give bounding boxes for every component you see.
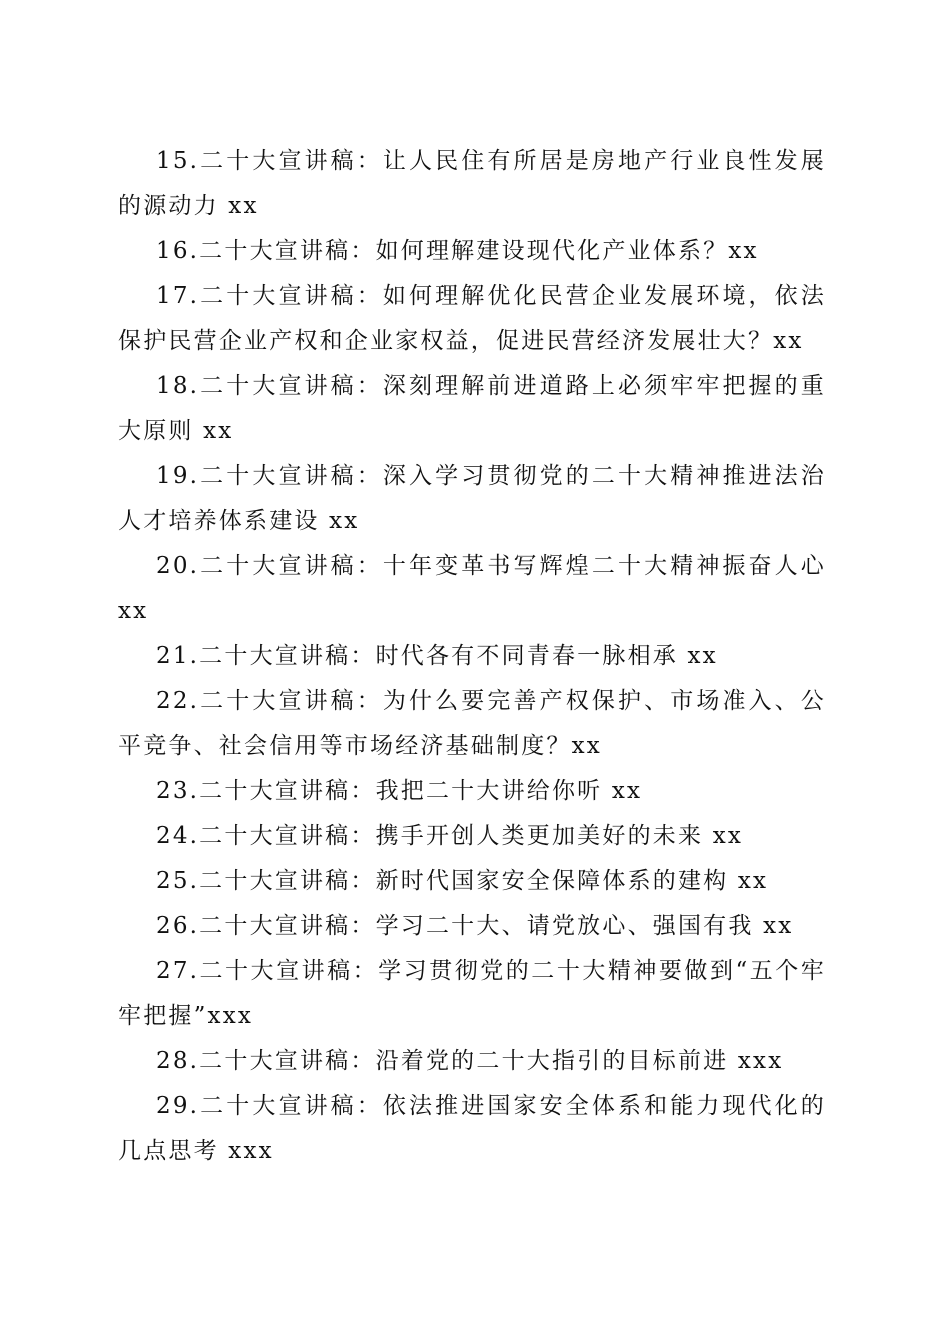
list-item: 22.二十大宣讲稿：为什么要完善产权保护、市场准入、公平竞争、社会信用等市场经济基础制度？xx	[118, 688, 826, 759]
list-item: 24.二十大宣讲稿：携手开创人类更加美好的未来 xx	[156, 823, 744, 849]
list-item: 21.二十大宣讲稿：时代各有不同青春一脉相承 xx	[156, 643, 718, 669]
list-item: 28.二十大宣讲稿：沿着党的二十大指引的目标前进 xxx	[156, 1048, 784, 1074]
list-item: 17.二十大宣讲稿：如何理解优化民营企业发展环境，依法保护民营企业产权和企业家权益，促进民营经济发展壮大？xx	[118, 283, 826, 354]
list-item: 25.二十大宣讲稿：新时代国家安全保障体系的建构 xx	[156, 868, 769, 894]
document-page	[118, 139, 826, 1174]
list-item: 18.二十大宣讲稿：深刻理解前进道路上必须牢牢把握的重大原则 xx	[118, 373, 826, 444]
list-item: 29.二十大宣讲稿：依法推进国家安全体系和能力现代化的几点思考 xxx	[118, 1093, 826, 1164]
list-item: 26.二十大宣讲稿：学习二十大、请党放心、强国有我 xx	[156, 913, 794, 939]
list-item: 23.二十大宣讲稿：我把二十大讲给你听 xx	[156, 778, 643, 804]
list-item: 15.二十大宣讲稿：让人民住有所居是房地产行业良性发展的源动力 xx	[118, 148, 826, 219]
list-item: 19.二十大宣讲稿：深入学习贯彻党的二十大精神推进法治人才培养体系建设 xx	[118, 463, 826, 534]
list-item: 16.二十大宣讲稿：如何理解建设现代化产业体系？xx	[156, 238, 759, 264]
list-item: 27.二十大宣讲稿：学习贯彻党的二十大精神要做到“五个牢牢把握”xxx	[118, 958, 826, 1029]
list-item: 20.二十大宣讲稿：十年变革书写辉煌二十大精神振奋人心 xx	[118, 553, 826, 624]
